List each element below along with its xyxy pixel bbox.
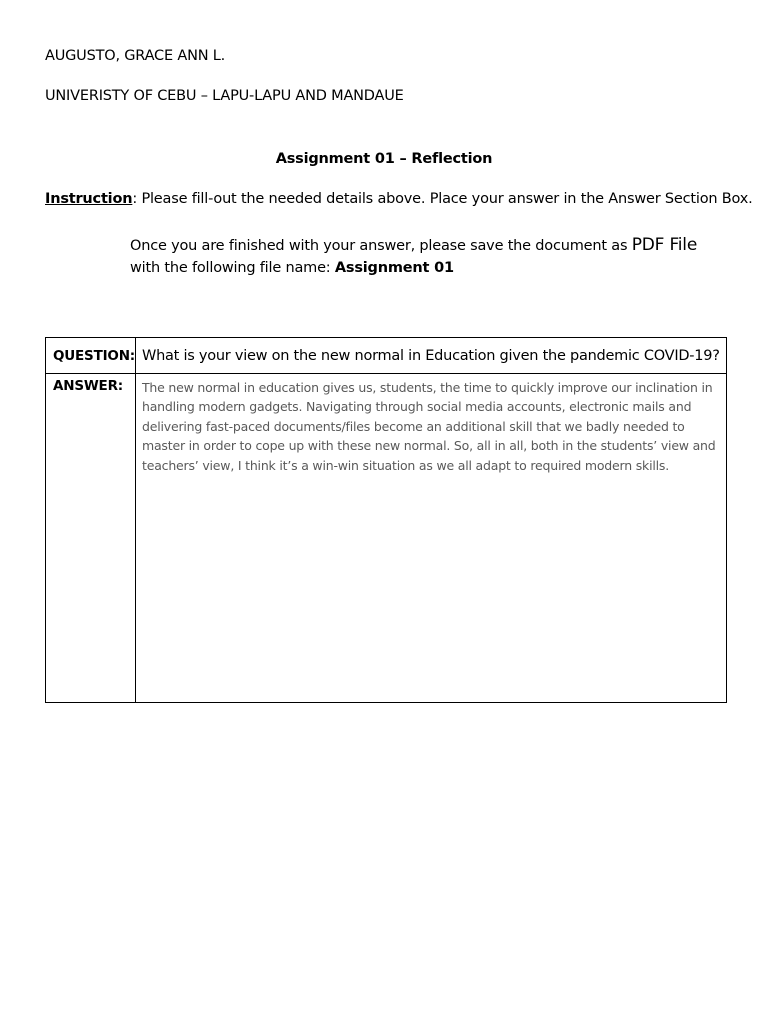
- university-name: UNIVERISTY OF CEBU – LAPU-LAPU AND MANDAUE: [45, 88, 404, 104]
- question-text: What is your view on the new normal in Education given the pandemic COVID-19?: [136, 338, 727, 374]
- instruction-label: Instruction: [45, 191, 133, 207]
- save-format: PDF File: [631, 235, 698, 255]
- save-note: [130, 234, 730, 279]
- save-note-text-middle: with the following file name:: [130, 260, 335, 276]
- answer-text[interactable]: The new normal in education gives us, students, the time to quickly improve our inclination in handling modern gadgets. Navigating through social media accounts, electronic mails and delivering fast-paced documents/files become an additional skill that we badly needed to master in order to cope up with these new normal. So, all in all, both in the students’ view and teachers’ view, I think it’s a win-win situation as we all adapt to required modern skills.: [136, 374, 727, 703]
- answer-row: [46, 374, 727, 703]
- assignment-title: Assignment 01 – Reflection: [275, 151, 493, 167]
- instruction-text: : Please fill-out the needed details above. Place your answer in the Answer Section Box.: [132, 191, 753, 207]
- question-row: [46, 338, 727, 374]
- qa-table: [45, 337, 727, 703]
- student-name: AUGUSTO, GRACE ANN L.: [45, 48, 226, 64]
- save-note-text-before: Once you are finished with your answer, please save the document as: [130, 238, 632, 254]
- save-file-name: Assignment 01: [334, 260, 454, 276]
- question-label: QUESTION:: [46, 338, 136, 374]
- answer-label: ANSWER:: [46, 374, 136, 703]
- instruction-line: [45, 191, 753, 207]
